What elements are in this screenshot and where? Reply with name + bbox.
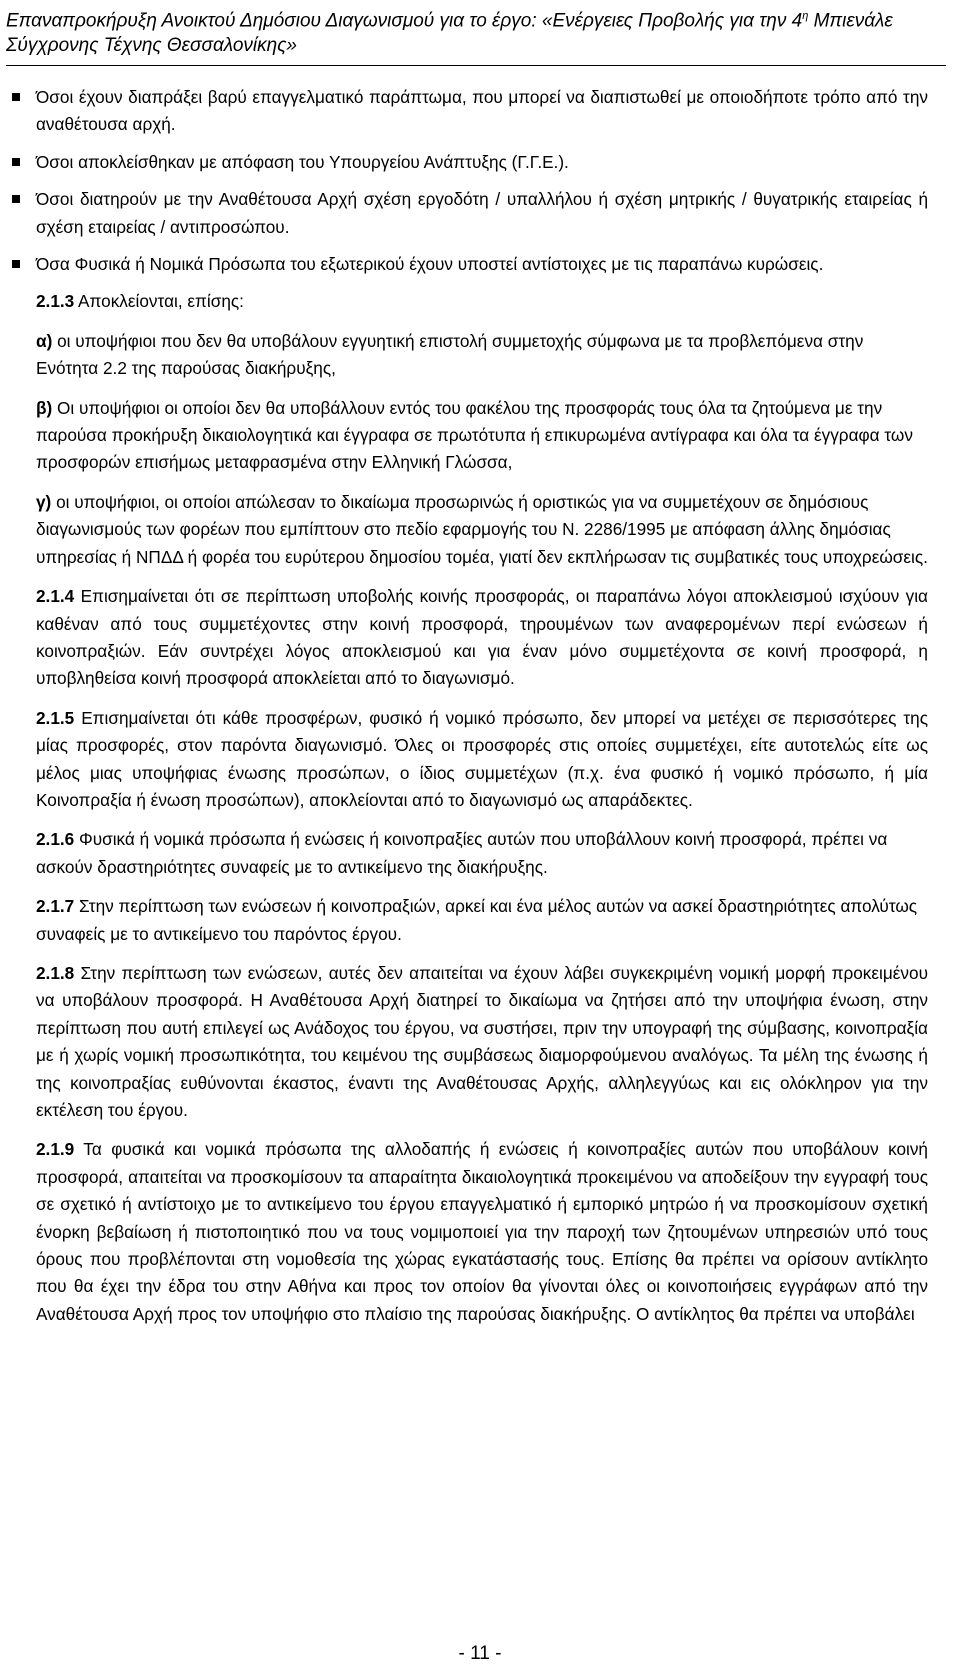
header-superscript: η [802, 10, 809, 22]
page-header [6, 4, 946, 66]
header-line-2: Σύγχρονης Τέχνης Θεσσαλονίκης» [6, 35, 298, 57]
section-2-1-5: 2.1.5 Επισημαίνεται ότι κάθε προσφέρων, φυσικό ή νομικό πρόσωπο, δεν μπορεί να μετέχει σε περισσότερες της μίας προσφορές, στον παρόντα διαγωνισμό. Όλες οι προσφορές στις οποίες συμμετέχει, είτε αυτοτελώς είτε ως μέλος μιας υποψήφιας ένωσης προσώπων, ο ίδιος συμμετέχων (π.χ. ένα φυσικό ή νομικό πρόσωπο, ή μία Κοινοπραξία ή ένωση προσώπων), αποκλείονται από το διαγωνισμό ως απαράδεκτες. [36, 707, 928, 810]
bullet-item: Όσοι έχουν διαπράξει βαρύ επαγγελματικό παράπτωμα, που μπορεί να διαπιστωθεί με οποιοδήποτε τρόπο από την αναθέτουσα αρχή. [36, 84, 928, 139]
bullet-item: Όσα Φυσικά ή Νομικά Πρόσωπα του εξωτερικού έχουν υποστεί αντίστοιχες με τις παραπάνω κυρώσεις. [36, 251, 928, 278]
bullet-square-icon [12, 260, 20, 268]
bullet-square-icon [12, 158, 20, 166]
bullet-square-icon [12, 93, 20, 101]
section-2-1-8: 2.1.8 Στην περίπτωση των ενώσεων, αυτές δεν απαιτείται να έχουν λάβει συγκεκριμένη νομική μορφή προκειμένου να υποβάλουν προσφορά. Η Αναθέτουσα Αρχή διατηρεί το δικαίωμα να ζητήσει από την υποψήφια ένωση, στην περίπτωση που αυτή επιλεγεί ως Ανάδοχος του έργου, να συστήσει, πριν την υπογραφή της σύμβασης, κοινοπραξία με ή χωρίς νομική προσωπικότητα, του κειμένου της συμβάσεως διαμορφούμενου αναλόγως. Τα μέλη της ένωσης ή της κοινοπραξίας ευθύνονται έκαστος, έναντι της Αναθέτουσας Αρχής, αλληλεγγύως και εις ολόκληρον για την εκτέλεση του έργου. [36, 962, 928, 1120]
section-2-1-3: 2.1.3 Αποκλείονται, επίσης: [36, 291, 244, 312]
item-alpha: α) οι υποψήφιοι που δεν θα υποβάλουν εγγυητική επιστολή συμμετοχής σύμφωνα με τα προβλεπόμενα στην Ενότητα 2.2 της παρούσας διακήρυξης, [36, 330, 864, 379]
header-line-1: Επαναπροκήρυξη Ανοικτού Δημόσιου Διαγωνισμού για το έργο: «Ενέργειες Προβολής για την $4^\eta$ Μπιενάλε [6, 10, 893, 32]
section-2-1-9: 2.1.9 Τα φυσικά και νομικά πρόσωπα της αλλοδαπής ή ενώσεις ή κοινοπραξίες αυτών που υποβάλουν κοινή προσφορά, απαιτείται να προσκομίσουν τα απαραίτητα δικαιολογητικά προκειμένου να αποδείξουν την εγγραφή τους σε σχετικό ή αντίστοιχο με το αντικείμενο του έργου επαγγελματικό ή εμπορικό μητρώο ή να προσκομίσουν σχετική ένορκη βεβαίωση ή πιστοποιητικό που να τους νομιμοποιεί για την παροχή των ζητουμένων υπηρεσιών υπό τους όρους που προβλέπονται στη νομοθεσία της χώρας εγκατάστασής τους. Επίσης θα πρέπει να ορίσουν αντίκλητο που θα έχει την έδρα του στην Αθήνα και προς τον οποίον θα γίνονται όλες οι κοινοποιήσεις εγγράφων από την Αναθέτουσα Αρχή προς τον υποψήφιο στο πλαίσιο της παρούσας διακήρυξης. Ο αντίκλητος θα πρέπει να υποβάλει [36, 1139, 928, 1324]
section-2-1-6: 2.1.6 Φυσικά ή νομικά πρόσωπα ή ενώσεις ή κοινοπραξίες αυτών που υποβάλλουν κοινή προσφορά, πρέπει να ασκούν δραστηριότητες συναφείς με το αντικείμενο της διακήρυξης. [36, 829, 888, 877]
bullet-item: Όσοι διατηρούν με την Αναθέτουσα Αρχή σχέση εργοδότη / υπαλλήλου ή σχέση μητρικής / θυγατρικής εταιρείας ή σχέση εταιρείας / αντιπροσώπου. [36, 186, 928, 241]
bullet-item: Όσοι αποκλείσθηκαν με απόφαση του Υπουργείου Ανάπτυξης (Γ.Γ.Ε.). [36, 149, 928, 176]
bullet-square-icon [12, 195, 20, 203]
document-body [36, 84, 928, 1340]
item-gamma: γ) οι υποψήφιοι, οι οποίοι απώλεσαν το δικαίωμα προσωρινώς ή οριστικώς για να συμμετέχουν σε δημόσιους διαγωνισμούς των φορέων που εμπίπτουν στο πεδίο εφαρμογής του Ν. 2286/1995 με απόφαση άλλης δημόσιας υπηρεσίας ή ΝΠΔΔ ή φορέα του ευρύτερου δημοσίου τομέα, γιατί δεν εκπλήρωσαν τις συμβατικές τους υποχρεώσεις. [36, 491, 928, 567]
section-2-1-4: 2.1.4 Επισημαίνεται ότι σε περίπτωση υποβολής κοινής προσφοράς, οι παραπάνω λόγοι αποκλεισμού ισχύουν για καθέναν από τους συμμετέχοντες στην κοινή προσφορά, τηρουμένων των αναφερομένων περί ενώσεων ή κοινοπραξιών. Εάν συντρέχει λόγος αποκλεισμού και για έναν μόνο συμμετέχοντα σε κοινή προσφορά, η υποβληθείσα κοινή προσφορά αποκλείεται από το διαγωνισμό. [36, 586, 928, 689]
page-number: - 11 - [458, 1643, 502, 1664]
item-beta: β) Οι υποψήφιοι οι οποίοι δεν θα υποβάλλουν εντός του φακέλου της προσφοράς τους όλα τα ζητούμενα με την παρούσα προκήρυξη δικαιολογητικά και έγγραφα σε πρωτότυπα ή επικυρωμένα αντίγραφα και όλα τα έγγραφα των προσφορών επισήμως μεταφρασμένα στην Ελληνική Γλώσσα, [36, 397, 913, 473]
section-2-1-7: 2.1.7 Στην περίπτωση των ενώσεων ή κοινοπραξιών, αρκεί και ένα μέλος αυτών να ασκεί δραστηριότητες απολύτως συναφείς με το αντικείμενο του παρόντος έργου. [36, 896, 918, 944]
